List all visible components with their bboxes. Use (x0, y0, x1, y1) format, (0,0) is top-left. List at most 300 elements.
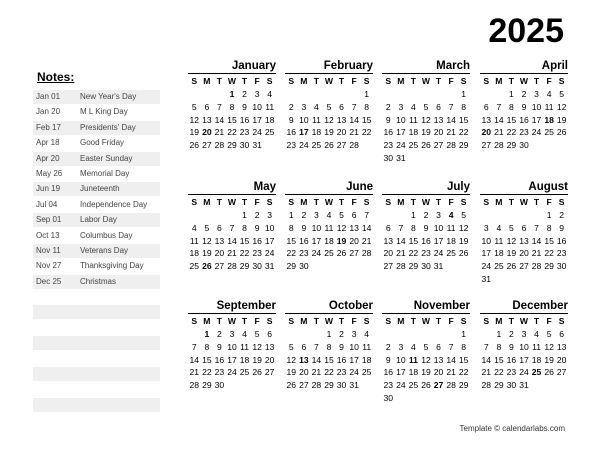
month-name: May (253, 181, 276, 193)
weekday-label: W (519, 316, 529, 326)
date-cell: 28 (494, 140, 504, 151)
date-cell: 6 (483, 101, 489, 112)
date-cell: 25 (494, 261, 504, 272)
weekday-label: S (266, 316, 273, 326)
date-cell: 23 (299, 248, 309, 259)
date-cell: 29 (544, 261, 554, 272)
weekday-label: M (397, 76, 405, 86)
date-cell: 10 (433, 222, 444, 233)
date-cell: 6 (267, 329, 273, 339)
date-cell: 10 (264, 222, 275, 233)
empty-cell (298, 88, 311, 101)
date-cell: 1 (326, 329, 332, 339)
empty-cell (493, 209, 506, 222)
empty-cell (213, 88, 226, 101)
month-april (480, 59, 568, 152)
date-cell: 2 (339, 329, 344, 339)
date-cell: 17 (396, 127, 406, 138)
note-name: New Year's Day (80, 92, 137, 101)
date-cell: 24 (396, 140, 406, 151)
date-cell: 1 (242, 210, 247, 220)
date-cell: 19 (556, 114, 567, 125)
date-cell: 12 (421, 354, 431, 365)
date-cell: 27 (481, 140, 492, 151)
date-cell: 7 (314, 341, 319, 352)
date-cell: 8 (242, 222, 247, 233)
empty-cell (188, 209, 201, 222)
month-june (285, 180, 373, 273)
weekday-label: S (191, 316, 198, 326)
date-cell: 19 (458, 235, 469, 246)
weekday-label: F (546, 197, 552, 207)
date-cell: 1 (288, 210, 294, 220)
weekday-label: T (313, 197, 320, 207)
month-name: October (328, 300, 373, 312)
date-cell: 24 (252, 127, 262, 138)
weekday-label: M (203, 76, 211, 86)
date-cell: 5 (191, 101, 197, 112)
date-cell: 8 (229, 101, 235, 112)
date-cell: 9 (288, 114, 294, 125)
date-cell: 20 (433, 127, 444, 138)
weekday-label: T (508, 76, 515, 86)
date-cell: 21 (481, 367, 492, 378)
date-cell: 16 (383, 127, 394, 138)
empty-cell (395, 328, 408, 341)
weekday-label: F (351, 316, 357, 326)
date-cell: 17 (264, 235, 275, 246)
empty-cell (480, 209, 493, 222)
date-cell: 22 (506, 127, 517, 138)
date-cell: 14 (311, 354, 322, 365)
date-cell: 24 (227, 367, 237, 378)
note-name: Good Friday (80, 138, 125, 148)
empty-cell (445, 328, 458, 341)
weekday-label: T (241, 76, 248, 86)
date-cell: 2 (521, 89, 527, 99)
date-cell: 24 (531, 127, 542, 138)
date-cell: 11 (189, 235, 199, 246)
date-cell: 23 (336, 367, 347, 378)
date-cell: 14 (189, 354, 200, 365)
date-cell: 20 (349, 235, 359, 246)
date-cell: 31 (481, 273, 492, 284)
month-rule (285, 73, 373, 74)
date-cell: 2 (559, 210, 565, 220)
note-date: Nov 11 (36, 245, 61, 255)
date-cell: 15 (286, 235, 297, 246)
note-date: Nov 27 (36, 261, 62, 271)
empty-cell (201, 209, 214, 222)
note-name: Presidents' Day (80, 122, 136, 132)
date-cell: 5 (326, 101, 332, 112)
date-cell: 29 (458, 380, 469, 391)
day-grid (285, 75, 373, 152)
day-grid (188, 196, 276, 273)
weekday-label: S (266, 197, 273, 207)
date-cell: 30 (336, 380, 347, 391)
empty-cell (432, 328, 445, 341)
weekday-label: F (546, 316, 552, 326)
date-cell: 28 (189, 380, 200, 391)
date-cell: 8 (326, 341, 332, 352)
date-cell: 16 (252, 235, 262, 246)
date-cell: 13 (349, 222, 359, 233)
date-cell: 29 (494, 380, 504, 391)
weekday-label: W (421, 316, 431, 326)
date-cell: 13 (433, 114, 444, 125)
date-cell: 5 (254, 329, 260, 339)
weekday-label: F (254, 316, 260, 326)
date-cell: 31 (433, 261, 444, 272)
date-cell: 6 (204, 101, 210, 112)
empty-cell (395, 88, 408, 101)
date-cell: 22 (202, 367, 212, 378)
date-cell: 10 (396, 354, 406, 365)
weekday-label: S (288, 76, 295, 86)
weekday-label: F (448, 316, 454, 326)
date-cell: 11 (532, 341, 541, 352)
day-grid (285, 315, 373, 392)
date-cell: 14 (446, 354, 456, 365)
date-cell: 16 (239, 114, 250, 125)
weekday-label: M (203, 316, 211, 326)
date-cell: 19 (202, 248, 212, 259)
date-cell: 26 (421, 380, 431, 391)
date-cell: 24 (519, 367, 529, 378)
month-rule (480, 194, 568, 195)
note-name: Veterans Day (80, 245, 129, 255)
date-cell: 3 (398, 101, 404, 112)
date-cell: 31 (252, 140, 262, 151)
weekday-label: F (546, 76, 552, 86)
date-cell: 14 (494, 114, 504, 125)
date-cell: 23 (214, 367, 225, 378)
date-cell: 24 (433, 248, 444, 259)
date-cell: 4 (496, 222, 502, 233)
date-cell: 15 (239, 235, 250, 246)
month-rule (188, 194, 276, 195)
date-cell: 22 (239, 248, 250, 259)
date-cell: 16 (421, 235, 431, 246)
date-cell: 21 (494, 127, 504, 138)
weekday-label: T (435, 76, 442, 86)
date-cell: 27 (214, 261, 225, 272)
date-cell: 29 (239, 261, 250, 272)
weekday-label: M (397, 197, 405, 207)
holiday-date: 18 (544, 114, 554, 125)
note-date: Jul 04 (36, 199, 58, 209)
date-cell: 24 (481, 261, 492, 272)
date-cell: 28 (531, 261, 542, 272)
date-cell: 28 (446, 380, 456, 391)
empty-cell (382, 209, 395, 222)
note-date: Jan 20 (36, 107, 61, 117)
weekday-label: M (495, 76, 503, 86)
date-cell: 27 (433, 140, 444, 151)
date-cell: 18 (531, 354, 542, 365)
date-cell: 13 (336, 114, 347, 125)
date-cell: 3 (301, 101, 307, 112)
weekday-label: S (191, 197, 198, 207)
empty-cell (420, 328, 433, 341)
date-cell: 16 (286, 127, 297, 138)
holiday-date: 27 (433, 380, 444, 391)
date-cell: 22 (458, 127, 469, 138)
empty-cell (530, 209, 543, 222)
date-cell: 2 (217, 329, 222, 339)
date-cell: 15 (458, 354, 469, 365)
date-cell: 21 (396, 248, 406, 259)
date-cell: 27 (519, 261, 529, 272)
empty-cell (445, 88, 458, 101)
weekday-label: T (338, 316, 345, 326)
weekday-label: T (410, 197, 417, 207)
date-cell: 21 (446, 127, 456, 138)
holiday-date: 4 (448, 210, 454, 220)
date-cell: 25 (311, 140, 322, 151)
note-date: Apr 18 (36, 138, 60, 148)
date-cell: 25 (239, 367, 250, 378)
weekday-label: S (385, 316, 392, 326)
date-cell: 26 (556, 127, 567, 138)
weekday-label: W (227, 316, 237, 326)
month-may (188, 180, 276, 273)
note-date: Jan 01 (36, 92, 61, 101)
date-cell: 2 (288, 101, 294, 112)
template-credit: Template © calendarlabs.com (459, 424, 565, 433)
date-cell: 2 (242, 89, 247, 99)
date-cell: 18 (311, 127, 322, 138)
date-cell: 3 (229, 329, 235, 339)
date-cell: 19 (252, 354, 262, 365)
date-cell: 14 (531, 235, 542, 246)
date-cell: 13 (556, 341, 567, 352)
holiday-date: 25 (531, 367, 542, 378)
date-cell: 7 (191, 341, 197, 352)
note-date: Sep 01 (36, 215, 62, 225)
date-cell: 30 (556, 261, 567, 272)
date-cell: 9 (385, 354, 391, 365)
day-grid (480, 196, 568, 286)
date-cell: 25 (544, 127, 554, 138)
note-name: Columbus Day (80, 230, 133, 240)
date-cell: 28 (446, 140, 456, 151)
date-cell: 14 (396, 235, 406, 246)
date-cell: 13 (433, 354, 444, 365)
date-cell: 6 (385, 222, 391, 233)
date-cell: 4 (191, 222, 197, 233)
weekday-label: F (254, 197, 260, 207)
date-cell: 17 (227, 354, 237, 365)
date-cell: 4 (267, 89, 273, 99)
weekday-label: T (338, 76, 345, 86)
weekday-label: S (558, 76, 565, 86)
date-cell: 9 (521, 101, 527, 112)
date-cell: 10 (519, 341, 529, 352)
month-name: September (216, 300, 276, 312)
weekday-label: M (397, 316, 405, 326)
date-cell: 13 (214, 235, 225, 246)
date-cell: 30 (506, 380, 517, 391)
empty-cell (480, 88, 493, 101)
weekday-label: T (533, 197, 540, 207)
date-cell: 16 (506, 354, 517, 365)
weekday-label: W (421, 197, 431, 207)
date-cell: 3 (398, 341, 404, 352)
date-cell: 1 (546, 210, 552, 220)
date-cell: 10 (349, 341, 359, 352)
date-cell: 12 (458, 222, 469, 233)
date-cell: 7 (351, 101, 357, 112)
date-cell: 3 (534, 89, 539, 99)
date-cell: 3 (254, 89, 260, 99)
date-cell: 22 (361, 127, 372, 138)
date-cell: 7 (364, 210, 370, 220)
date-cell: 9 (385, 114, 391, 125)
empty-cell (395, 209, 408, 222)
date-cell: 25 (446, 248, 456, 259)
date-cell: 20 (433, 367, 444, 378)
date-cell: 6 (217, 222, 222, 233)
date-cell: 22 (458, 367, 469, 378)
date-cell: 18 (361, 354, 372, 365)
date-cell: 13 (383, 235, 394, 246)
date-cell: 13 (264, 341, 275, 352)
weekday-label: M (300, 76, 308, 86)
weekday-label: F (448, 76, 454, 86)
date-cell: 22 (286, 248, 297, 259)
date-cell: 6 (559, 329, 565, 339)
month-february (285, 59, 373, 152)
date-cell: 17 (396, 367, 406, 378)
empty-cell (407, 88, 420, 101)
date-cell: 7 (217, 101, 222, 112)
weekday-label: S (363, 76, 370, 86)
date-cell: 16 (383, 367, 394, 378)
month-rule (382, 73, 470, 74)
holiday-date: 19 (336, 235, 347, 246)
date-cell: 11 (240, 341, 249, 352)
date-cell: 9 (339, 341, 344, 352)
date-cell: 22 (227, 127, 237, 138)
weekday-label: S (558, 316, 565, 326)
date-cell: 20 (556, 354, 567, 365)
empty-cell (213, 209, 226, 222)
date-cell: 17 (311, 235, 322, 246)
date-cell: 23 (506, 367, 517, 378)
weekday-label: T (508, 197, 515, 207)
date-cell: 31 (264, 261, 275, 272)
date-cell: 28 (349, 140, 359, 151)
date-cell: 5 (546, 329, 552, 339)
date-cell: 18 (408, 127, 419, 138)
weekday-label: W (324, 197, 334, 207)
date-cell: 14 (361, 222, 372, 233)
month-august (480, 180, 568, 286)
date-cell: 24 (311, 248, 322, 259)
date-cell: 2 (385, 341, 391, 352)
year-title: 2025 (488, 12, 564, 50)
empty-cell (226, 209, 239, 222)
date-cell: 18 (408, 367, 419, 378)
note-name: Christmas (80, 276, 117, 286)
date-cell: 9 (254, 222, 260, 233)
date-cell: 15 (324, 354, 334, 365)
note-name: M L King Day (80, 107, 128, 117)
month-rule (382, 194, 470, 195)
weekday-label: S (483, 316, 490, 326)
date-cell: 21 (214, 127, 225, 138)
date-cell: 6 (351, 210, 357, 220)
date-cell: 8 (546, 222, 552, 233)
date-cell: 23 (252, 248, 262, 259)
date-cell: 9 (423, 222, 429, 233)
holiday-date: 1 (229, 89, 235, 99)
date-cell: 17 (519, 354, 529, 365)
day-grid (188, 315, 276, 392)
date-cell: 8 (411, 222, 416, 233)
note-date: Oct 13 (36, 230, 60, 240)
month-name: March (436, 60, 470, 72)
empty-cell (382, 88, 395, 101)
date-cell: 29 (458, 140, 469, 151)
month-rule (188, 313, 276, 314)
date-cell: 8 (204, 341, 210, 352)
date-cell: 30 (383, 392, 394, 403)
month-rule (480, 313, 568, 314)
date-cell: 25 (324, 248, 334, 259)
date-cell: 20 (214, 248, 225, 259)
date-cell: 12 (556, 101, 567, 112)
date-cell: 1 (509, 89, 514, 99)
month-rule (188, 73, 276, 74)
date-cell: 12 (252, 341, 262, 352)
date-cell: 21 (349, 127, 359, 138)
day-grid (382, 315, 470, 405)
date-cell: 25 (189, 261, 200, 272)
date-cell: 4 (411, 341, 416, 352)
date-cell: 27 (556, 367, 567, 378)
empty-cell (285, 88, 298, 101)
weekday-label: S (460, 316, 467, 326)
date-cell: 8 (364, 101, 370, 112)
date-cell: 30 (252, 261, 262, 272)
date-cell: 12 (544, 341, 554, 352)
date-cell: 12 (421, 114, 431, 125)
date-cell: 21 (361, 235, 372, 246)
date-cell: 10 (481, 235, 492, 246)
weekday-label: S (483, 197, 490, 207)
date-cell: 5 (423, 341, 429, 352)
weekday-label: W (519, 197, 529, 207)
date-cell: 3 (351, 329, 357, 339)
date-cell: 27 (349, 248, 359, 259)
date-cell: 23 (421, 248, 431, 259)
date-cell: 15 (408, 235, 419, 246)
date-cell: 28 (361, 248, 372, 259)
note-name: Thanksgiving Day (80, 261, 144, 271)
weekday-label: S (266, 76, 273, 86)
holiday-date: 11 (408, 354, 418, 365)
date-cell: 20 (299, 367, 309, 378)
weekday-label: W (519, 76, 529, 86)
weekday-label: T (313, 316, 320, 326)
date-cell: 10 (299, 114, 309, 125)
day-grid (382, 75, 470, 165)
date-cell: 13 (519, 235, 529, 246)
date-cell: 26 (336, 248, 347, 259)
